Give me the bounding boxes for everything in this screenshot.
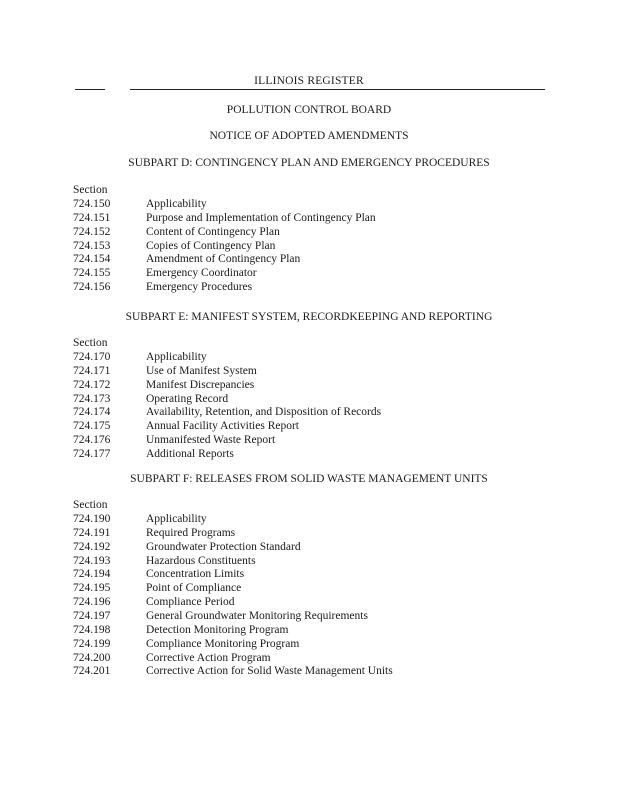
section-title: General Groundwater Monitoring Requirements — [146, 609, 368, 622]
section-number: 724.174 — [73, 406, 111, 419]
section-number: 724.172 — [73, 378, 111, 391]
section-title: Corrective Action for Solid Waste Management Units — [146, 665, 393, 678]
section-number: 724.177 — [73, 447, 111, 460]
subpart-heading: SUBPART E: MANIFEST SYSTEM, RECORDKEEPING AND REPORTING — [125, 311, 493, 323]
section-number: 724.195 — [73, 582, 111, 595]
section-title: Applicability — [146, 198, 207, 210]
section-number: 724.150 — [73, 198, 111, 210]
section-title: Manifest Discrepancies — [146, 378, 255, 391]
section-title: Groundwater Protection Standard — [146, 540, 301, 553]
section-number: 724.153 — [73, 239, 111, 252]
section-title: Unmanifested Waste Report — [146, 434, 276, 447]
agency-title: POLLUTION CONTROL BOARD — [226, 104, 392, 116]
section-number: 724.192 — [73, 540, 111, 553]
section-number: 724.198 — [73, 623, 111, 636]
section-title: Operating Record — [146, 392, 229, 405]
section-number: 724.194 — [73, 568, 111, 581]
section-number: 724.191 — [73, 526, 111, 539]
section-title: Applicability — [146, 513, 207, 525]
header-rule-right — [130, 89, 545, 90]
header-rule-left — [75, 89, 105, 90]
section-title: Applicability — [146, 351, 207, 363]
section-number: 724.171 — [73, 364, 111, 377]
subpart-heading: SUBPART D: CONTINGENCY PLAN AND EMERGENCY PROCEDURES — [128, 157, 490, 169]
subpart-heading: SUBPART F: RELEASES FROM SOLID WASTE MANAGEMENT UNITS — [130, 473, 488, 485]
section-label: Section — [73, 499, 108, 511]
section-title: Hazardous Constituents — [146, 554, 256, 567]
section-label: Section — [73, 337, 108, 349]
section-number: 724.196 — [73, 596, 111, 609]
section-title: Availability, Retention, and Disposition of Records — [146, 406, 382, 419]
section-title: Required Programs — [146, 526, 236, 539]
section-number: 724.155 — [73, 267, 111, 280]
register-title: ILLINOIS REGISTER — [254, 75, 364, 87]
section-number: 724.176 — [73, 434, 111, 447]
section-number: 724.200 — [73, 651, 111, 664]
section-title: Annual Facility Activities Report — [146, 420, 299, 433]
section-title: Point of Compliance — [146, 582, 242, 595]
section-title: Amendment of Contingency Plan — [146, 253, 301, 266]
section-title: Content of Contingency Plan — [146, 225, 280, 238]
section-number: 724.151 — [73, 211, 111, 224]
section-title: Corrective Action Program — [146, 651, 271, 664]
section-title: Detection Monitoring Program — [146, 623, 289, 636]
section-title: Emergency Coordinator — [146, 267, 257, 280]
section-title: Purpose and Implementation of Contingency Plan — [146, 211, 376, 224]
section-title: Compliance Period — [146, 596, 235, 609]
section-number: 724.156 — [73, 281, 111, 294]
section-number: 724.199 — [73, 637, 111, 650]
section-title: Additional Reports — [146, 447, 234, 460]
notice-title: NOTICE OF ADOPTED AMENDMENTS — [209, 130, 409, 142]
section-number: 724.201 — [73, 665, 111, 678]
section-title: Use of Manifest System — [146, 364, 257, 377]
section-number: 724.190 — [73, 513, 111, 525]
section-number: 724.154 — [73, 253, 111, 266]
section-number: 724.193 — [73, 554, 111, 567]
section-number: 724.175 — [73, 420, 111, 433]
section-number: 724.170 — [73, 351, 111, 363]
section-title: Concentration Limits — [146, 568, 245, 581]
section-label: Section — [73, 184, 108, 196]
section-number: 724.173 — [73, 392, 111, 405]
section-title: Compliance Monitoring Program — [146, 637, 300, 650]
section-title: Copies of Contingency Plan — [146, 239, 276, 252]
section-title: Emergency Procedures — [146, 281, 253, 294]
section-number: 724.197 — [73, 609, 111, 622]
section-number: 724.152 — [73, 225, 111, 238]
